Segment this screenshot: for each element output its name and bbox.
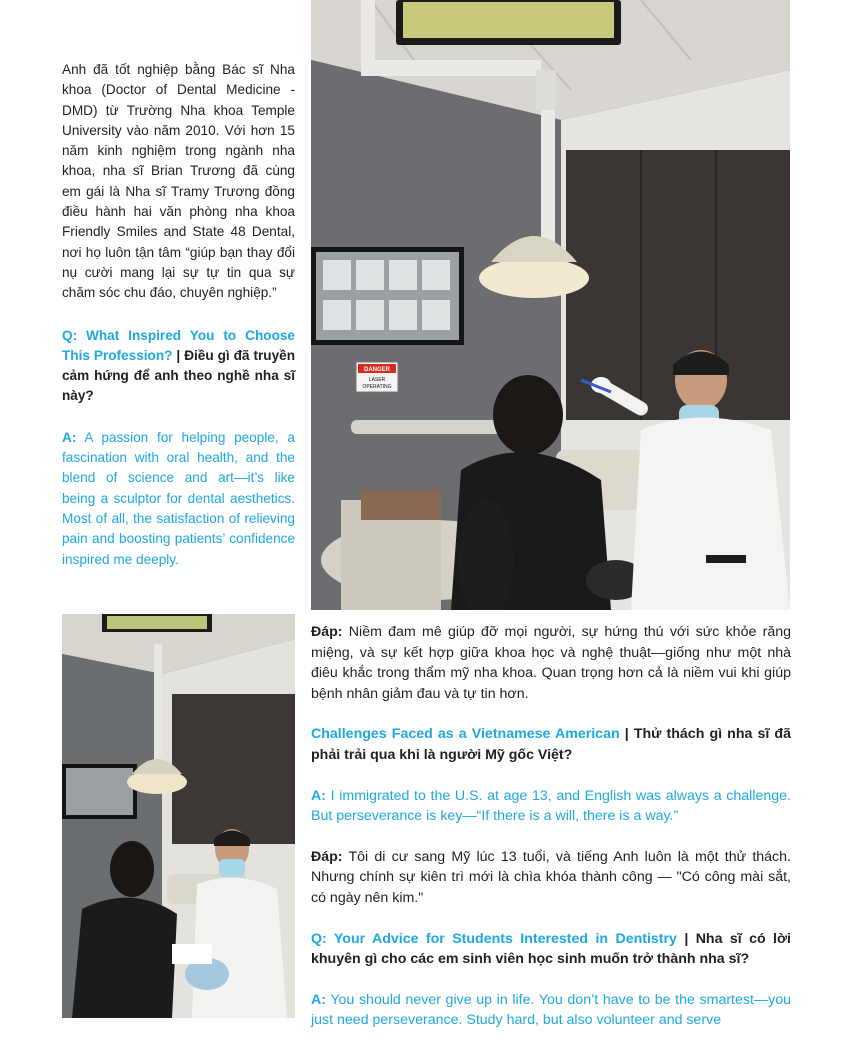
- answer-1-vietnamese-text: Niềm đam mê giúp đỡ mọi người, sự hứng thú với sức khỏe răng miệng, và sự kết hợp giữa khoa học và nghệ thuật—giống như một nhà điêu khắc trong thẩm mỹ nha khoa. Quan trọng hơn cả là niềm vui khi giúp bệnh nhân giảm đau và tự tin hơn.: [311, 624, 791, 702]
- answer-3-english: [311, 990, 791, 1031]
- question-2-vietnamese: Thử thách gì nha sĩ đã phải trải qua khi là người Mỹ gốc Việt?: [311, 726, 791, 763]
- answer-1-text: A passion for helping people, a fascination with oral health, and the blend of science and art—it’s like being a sculptor for dental aesthetics. Most of all, the satisfaction of relieving pain and boosting patients’ confidence inspired me deeply.: [62, 429, 295, 567]
- question-2-english: Challenges Faced as a Vietnamese American: [311, 726, 620, 743]
- answer-2-vietnamese-text: Tôi di cư sang Mỹ lúc 13 tuổi, và tiếng Anh luôn là một thử thách. Nhưng chính sự kiên trì mới là chìa khóa thành công — "Có công mài sắt, có ngày nên kim.": [311, 848, 791, 906]
- question-3-vietnamese: Nha sĩ có lời khuyên gì cho các em sinh viên học sinh muốn trở thành nha sĩ?: [311, 930, 791, 968]
- svg-text:OPERATING: OPERATING: [362, 384, 392, 390]
- answer-label: A:: [62, 429, 77, 445]
- svg-text:LASER: LASER: [368, 377, 386, 383]
- intro-paragraph: Anh đã tốt nghiệp bằng Bác sĩ Nha khoa (Doctor of Dental Medicine - DMD) từ Trường Nha khoa Temple University vào năm 2010. Với hơn 15 năm kinh nghiệm trong ngành nha khoa, nha sĩ Brian Trương đã cùng em gái là Nha sĩ Tramy Trương đồng điều hành hai văn phòng nha khoa Friendly Smiles and State 48 Dental, nơi họ luôn tận tâm “giúp bạn thay đổi nụ cười mang lại sự tự tin qua sự chăm sóc chu đáo, chuyên nghiệp.”: [62, 62, 295, 301]
- question-1-vietnamese: Điều gì đã truyền cảm hứng để anh theo nghề nha sĩ này?: [62, 347, 296, 404]
- dap-label: Đáp:: [311, 848, 343, 865]
- dap-label: Đáp:: [311, 624, 343, 640]
- answer-label: A:: [311, 991, 326, 1008]
- right-text-column: [311, 622, 791, 1051]
- answer-1-vietnamese: [311, 622, 791, 704]
- svg-text:DANGER: DANGER: [363, 367, 391, 373]
- question-2-separator: |: [619, 726, 634, 743]
- question-1: [62, 326, 295, 407]
- answer-2-text: I immigrated to the U.S. at age 13, and English was always a challenge. But perseverance is key—“If there is a will, there is a way.”: [311, 787, 791, 825]
- question-3-english: Q: Your Advice for Students Interested in Dentistry: [311, 930, 677, 947]
- dental-office-photo-secondary: [62, 614, 295, 1018]
- answer-2-english: [311, 786, 791, 827]
- question-1-separator: |: [172, 347, 185, 363]
- answer-2-vietnamese: [311, 847, 791, 909]
- left-text-column: [62, 60, 295, 570]
- question-3: [311, 929, 791, 970]
- question-2: [311, 724, 791, 765]
- answer-1-english: [62, 428, 295, 570]
- question-1-english: Q: What Inspired You to Choose This Profession?: [62, 327, 295, 363]
- dental-office-photo-main: [311, 0, 790, 610]
- question-3-separator: |: [676, 930, 696, 947]
- answer-label: A:: [311, 787, 326, 804]
- answer-3-text: You should never give up in life. You don’t have to be the smartest—you just need perseverance. Study hard, but also volunteer and serve: [311, 991, 791, 1029]
